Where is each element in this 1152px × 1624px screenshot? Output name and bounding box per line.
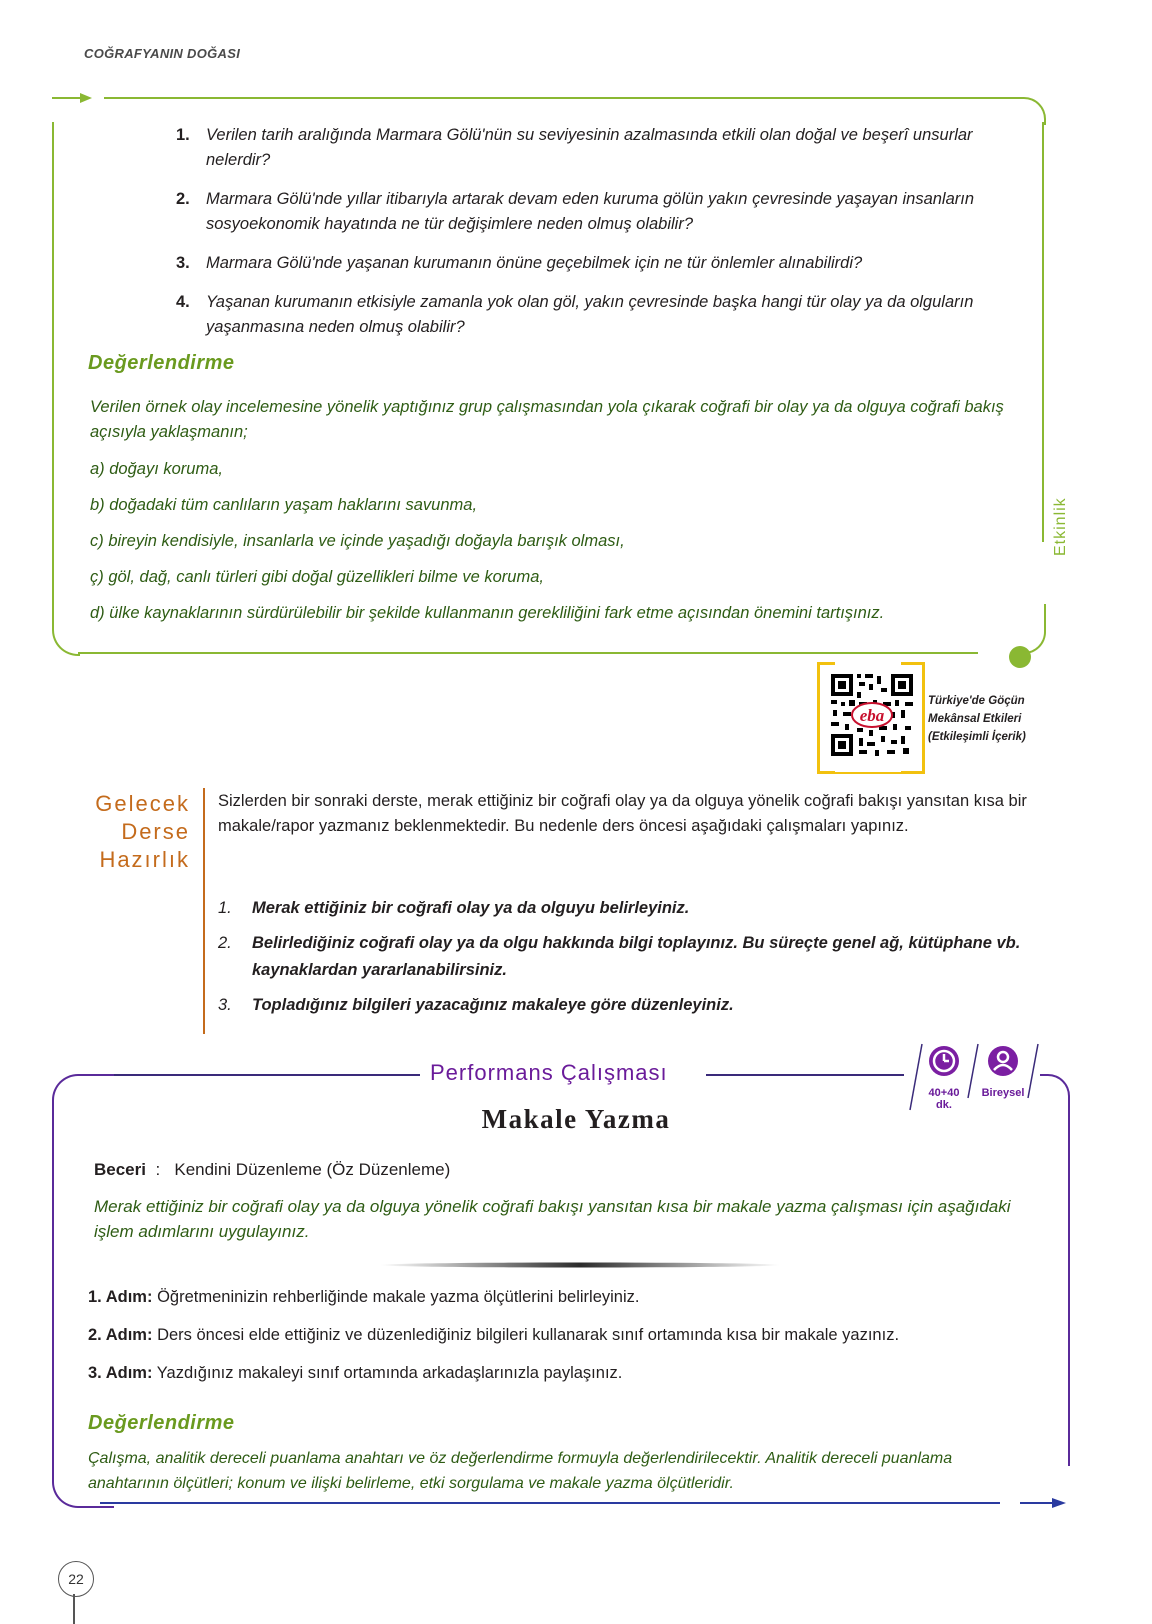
next-lesson-item: 1. Merak ettiğiniz bir coğrafi olay ya da olguyu belirleyiniz. xyxy=(218,899,690,917)
activity-evaluation-item: ç) göl, dağ, canlı türleri gibi doğal güzellikleri bilme ve koruma, xyxy=(90,568,544,586)
performance-header: Performans Çalışması xyxy=(430,1060,668,1085)
activity-frame-right xyxy=(1042,122,1044,542)
activity-frame-bottom xyxy=(78,652,978,654)
individual-badge: Bireysel xyxy=(977,1044,1029,1099)
page-number: 22 xyxy=(58,1561,94,1597)
activity-evaluation-item: a) doğayı koruma, xyxy=(90,460,223,478)
performance-evaluation-text: Çalışma, analitik dereceli puanlama anahtarı ve öz değerlendirme formuyla değerlendirilecektir. Analitik dereceli puanlama anahtarının ölçütleri; konum ve ilişki belirleme, etki sorgulama ve makale yazma ölçütleridir. xyxy=(88,1450,953,1492)
activity-frame-top xyxy=(104,97,1046,125)
question-item: 1. Verilen tarih aralığında Marmara Gölü'nün su seviyesinin azalmasında etkili olan doğal ve beşerî unsurlar nelerdir? xyxy=(176,126,973,169)
question-item: 2. Marmara Gölü'nde yıllar itibarıyla artarak devam eden kuruma gölün yakın çevresinde yaşayan insanların sosyoekonomik hayatında ne tür değişimlere neden olmuş olabilir? xyxy=(176,190,975,233)
section-separator xyxy=(380,1261,780,1269)
step-list xyxy=(88,1285,1048,1399)
next-lesson-intro: Sizlerden bir sonraki derste, merak ettiğiniz bir coğrafi olay ya da olguya yönelik coğrafi bakışı yansıtan kısa bir makale/rapor yazmanız beklenmektedir. Bu nedenle ders öncesi aşağıdaki çalışmaları yapınız. xyxy=(218,792,1027,835)
running-header: COĞRAFYANIN DOĞASI xyxy=(84,46,241,61)
activity-dot-icon xyxy=(1009,646,1031,668)
arrow-right-icon xyxy=(52,91,92,105)
performance-header-line xyxy=(104,1074,420,1076)
performance-frame-bottom xyxy=(100,1502,1000,1504)
skill-value: Kendini Düzenleme (Öz Düzenleme) xyxy=(174,1160,451,1179)
user-icon xyxy=(986,1044,1020,1078)
next-lesson-item: 3. Topladığınız bilgileri yazacağınız makaleye göre düzenleyiniz. xyxy=(218,996,734,1014)
arrow-right-icon xyxy=(1020,1496,1066,1510)
step-item: 3. Adım: Yazdığınız makaleyi sınıf ortamında arkadaşlarınızla paylaşınız. xyxy=(88,1364,623,1382)
skill-line: Beceri : Kendini Düzenleme (Öz Düzenleme) xyxy=(94,1160,451,1179)
activity-side-label: Etkinlik xyxy=(1052,497,1069,556)
question-item: 3. Marmara Gölü'nde yaşanan kurumanın önüne geçebilmek için ne tür önlemler alınabilirdi? xyxy=(176,254,863,272)
activity-evaluation-item: c) bireyin kendisiyle, insanlarla ve içinde yaşadığı doğayla barışık olması, xyxy=(90,532,625,550)
next-lesson-divider xyxy=(203,788,205,1034)
activity-evaluation-item: b) doğadaki tüm canlıların yaşam haklarını savunma, xyxy=(90,496,478,514)
page-number-line xyxy=(73,1594,75,1624)
activity-evaluation-item: d) ülke kaynaklarının sürdürülebilir bir şekilde kullanmanın gerekliliğini fark etme açısından önemini tartışınız. xyxy=(90,604,885,622)
step-item: 2. Adım: Ders öncesi elde ettiğiniz ve düzenlediğiniz bilgileri kullanarak sınıf ortamında kısa bir makale yazınız. xyxy=(88,1326,900,1344)
qr-caption: Türkiye'de Göçün Mekânsal Etkileri (Etkileşimli İçerik) xyxy=(928,695,1026,743)
duration-badge: 40+40 dk. xyxy=(921,1044,967,1111)
qr-code-icon[interactable] xyxy=(829,672,915,758)
skill-label: Beceri xyxy=(94,1160,146,1179)
performance-header-line xyxy=(706,1074,904,1076)
performance-title: Makale Yazma xyxy=(481,1104,671,1134)
activity-frame-left xyxy=(52,122,80,656)
next-lesson-title: Gelecek Derse Hazırlık xyxy=(95,791,190,872)
question-list xyxy=(176,123,1036,354)
clock-icon xyxy=(927,1044,961,1078)
question-item: 4. Yaşanan kurumanın etkisiyle zamanla yok olan göl, yakın çevresinde başka hangi tür olay ya da olguların yaşanmasına neden olmuş olabilir? xyxy=(176,293,974,336)
performance-evaluation-title: Değerlendirme xyxy=(88,1412,235,1434)
activity-evaluation-body xyxy=(90,395,1040,626)
activity-evaluation-title: Değerlendirme xyxy=(88,352,235,374)
step-item: 1. Adım: Öğretmeninizin rehberliğinde makale yazma ölçütlerini belirleyiniz. xyxy=(88,1288,640,1306)
svg-text:eba: eba xyxy=(859,706,885,725)
performance-intro: Merak ettiğiniz bir coğrafi olay ya da olguya yönelik coğrafi bakışı yansıtan kısa bir makale yazma çalışması için aşağıdaki işlem adımlarını uygulayınız. xyxy=(94,1197,1011,1241)
next-lesson-list xyxy=(218,895,1038,1027)
next-lesson-item: 2. Belirlediğiniz coğrafi olay ya da olgu hakkında bilgi toplayınız. Bu süreçte genel ağ, kütüphane vb. kaynaklardan yararlanabilirsiniz. xyxy=(218,934,1021,979)
activity-evaluation-intro: Verilen örnek olay incelemesine yönelik yaptığınız grup çalışmasından yola çıkarak coğrafi bir olay ya da olguya coğrafi bakış açısıyla yaklaşmanın; xyxy=(90,398,1004,441)
